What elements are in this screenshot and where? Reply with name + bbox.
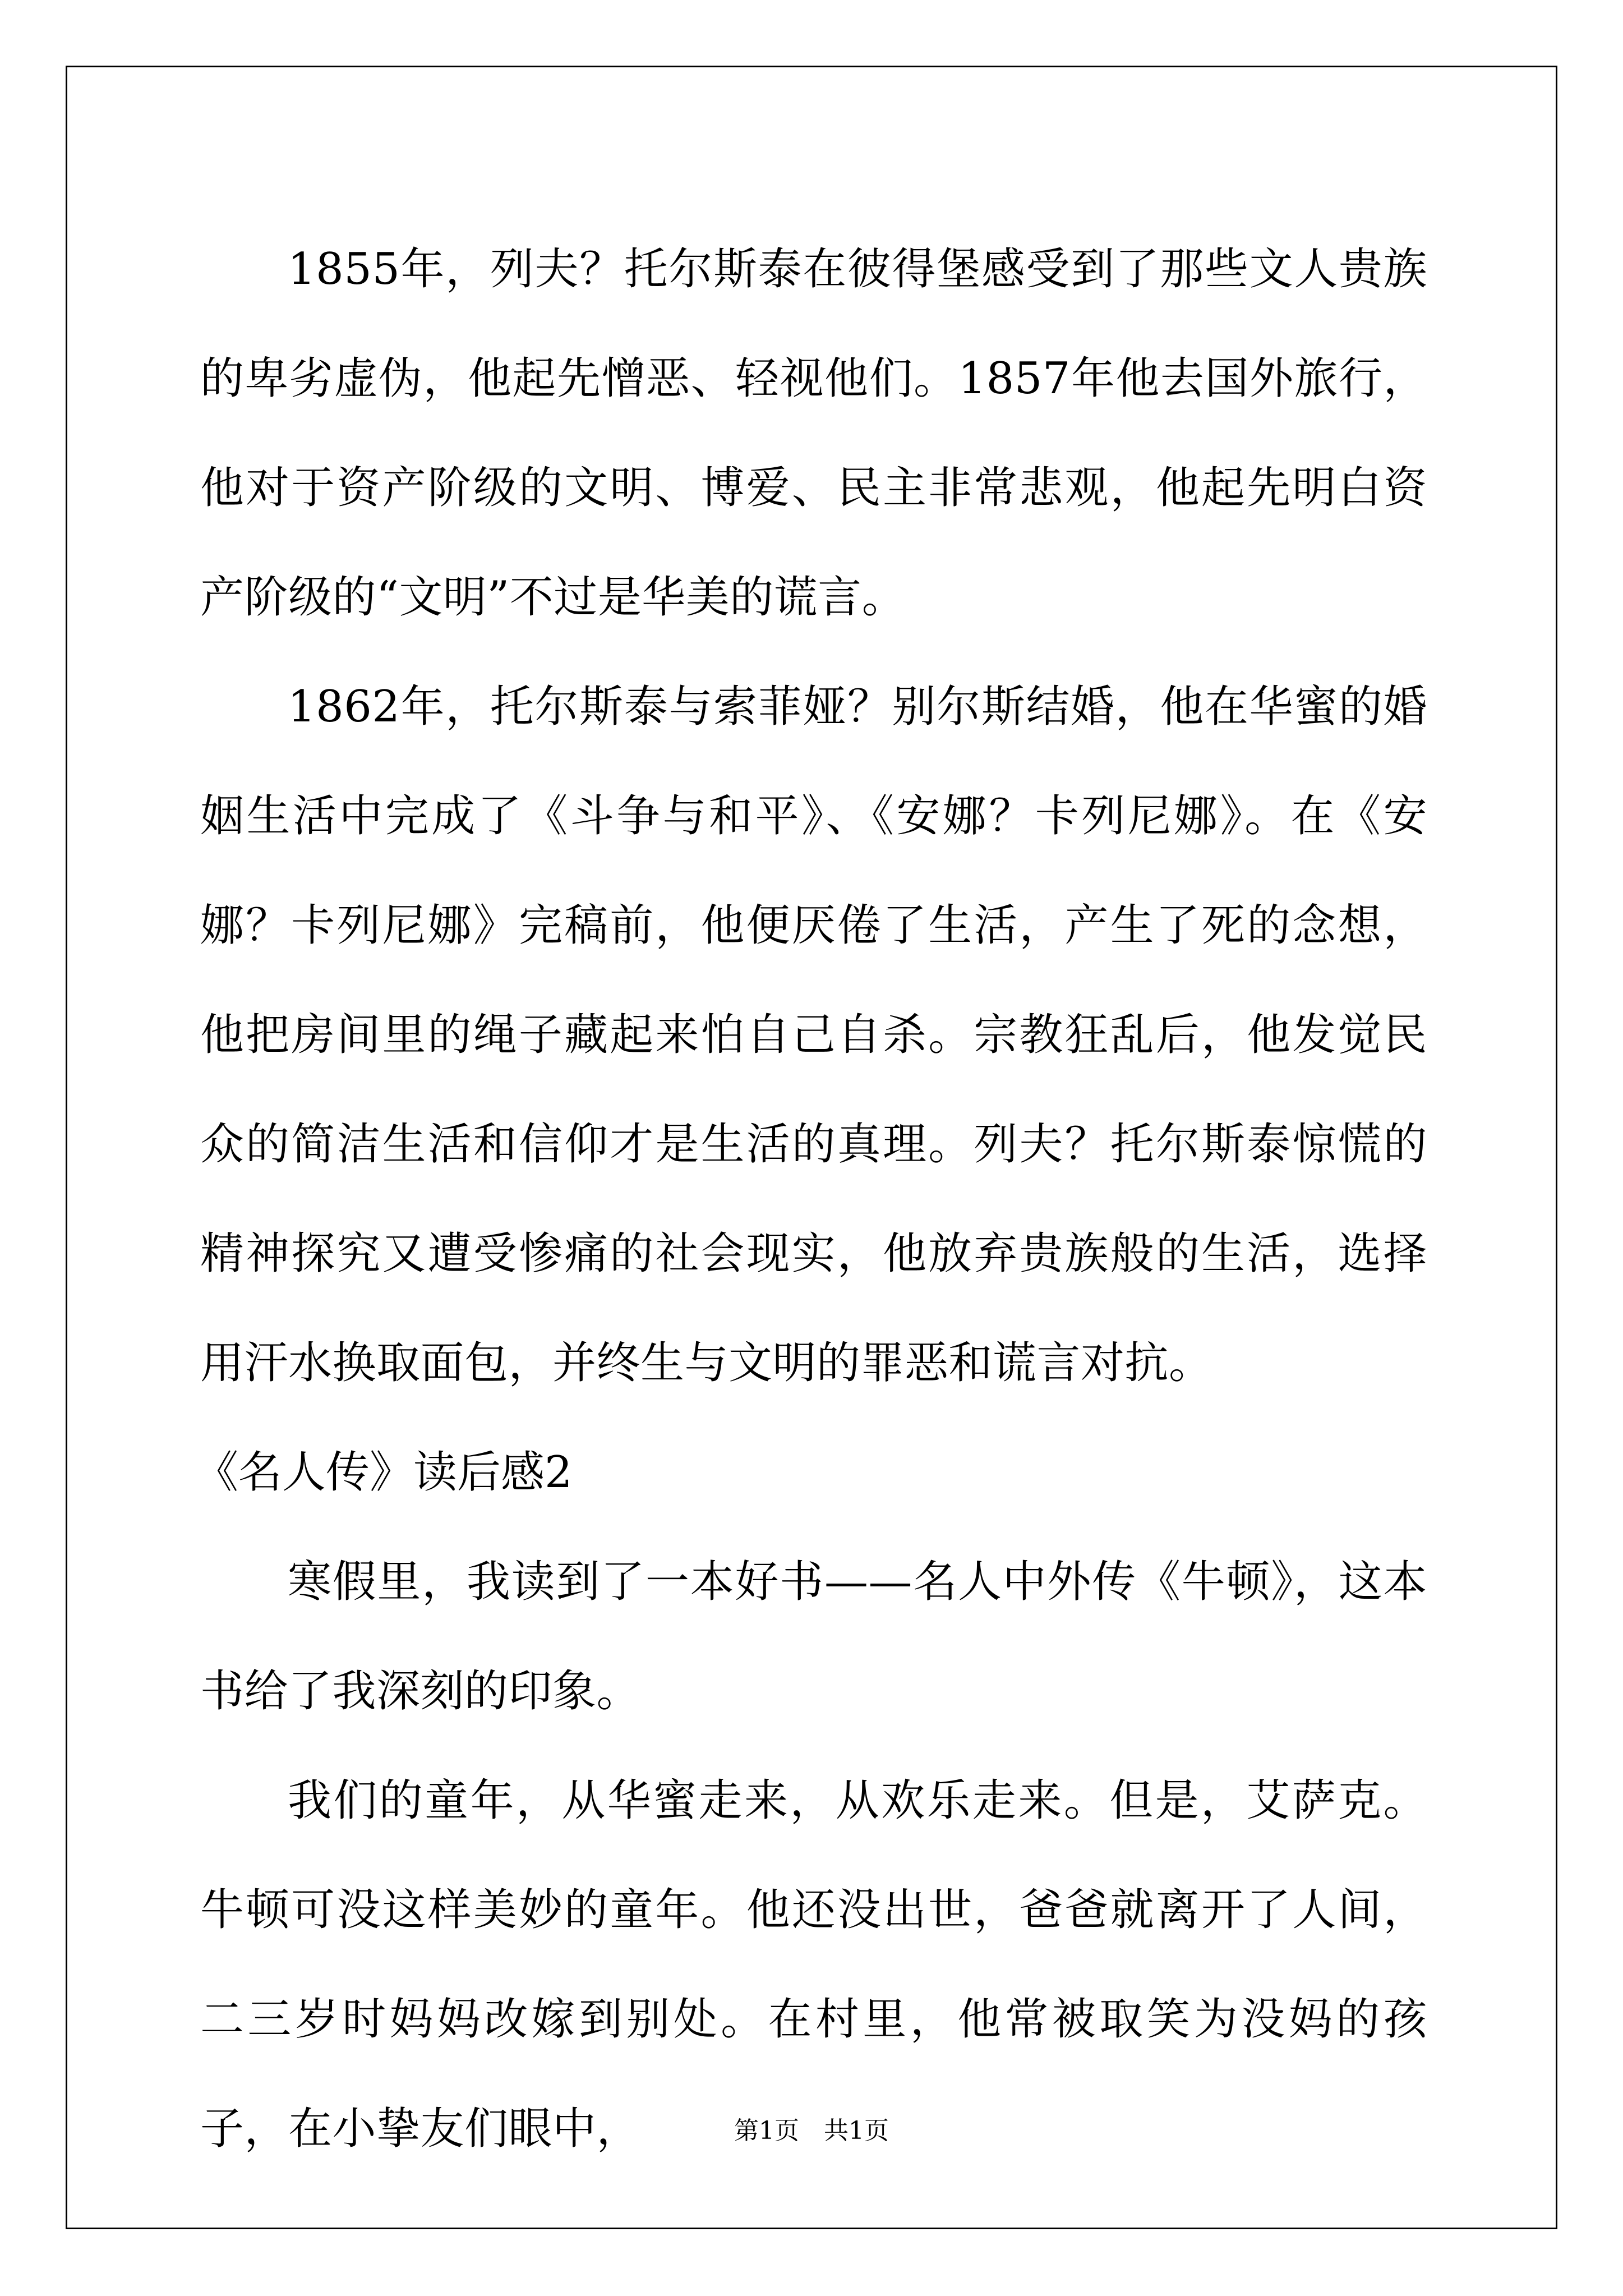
paragraph: 我们的童年，从华蜜走来，从欢乐走来。但是，艾萨克。牛顿可没这样美妙的童年。他还没出世，爸爸就离开了人间，二三岁时妈妈改嫁到别处。在村里，他常被取笑为没妈的孩子，在小挚友们眼中， xyxy=(200,1775,1427,2154)
paragraph: 1855年，列夫？托尔斯泰在彼得堡感受到了那些文人贵族的卑劣虚伪，他起先憎恶、轻视他们。1857年他去国外旅行，他对于资产阶级的文明、博爱、民主非常悲观，他起先明白资产阶级的“文明”不过是华美的谎言。 xyxy=(200,244,1427,623)
section-heading: 《名人传》读后感2 xyxy=(195,1447,573,1498)
paragraph: 寒假里，我读到了一本好书——名人中外传《牛顿》，这本书给了我深刻的印象。 xyxy=(200,1557,1427,1717)
page-footer: 第1页 共1页 xyxy=(734,2116,889,2145)
paragraph: 1862年，托尔斯泰与索菲娅？别尔斯结婚，他在华蜜的婚姻生活中完成了《斗争与和平》、《安娜？卡列尼娜》。在《安娜？卡列尼娜》完稿前，他便厌倦了生活，产生了死的念想，他把房间里的绳子藏起来怕自己自杀。宗教狂乱后，他发觉民众的简洁生活和信仰才是生活的真理。列夫？托尔斯泰惊慌的精神探究又遭受惨痛的社会现实，他放弃贵族般的生活，选择用汗水换取面包，并终生与文明的罪恶和谎言对抗。 xyxy=(200,682,1427,1388)
document-body xyxy=(195,215,1427,2184)
